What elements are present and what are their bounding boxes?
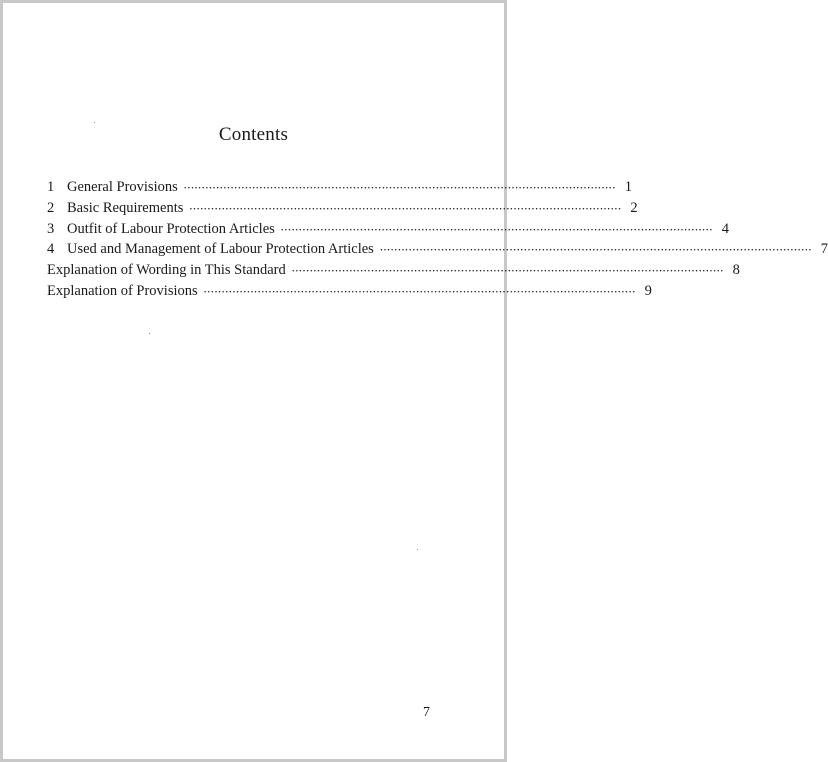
toc-entry-page: 8 <box>732 262 740 279</box>
toc-entry-label: Explanation of Wording in This Standard <box>47 262 286 279</box>
toc-entry-explanation-of-provisions[interactable] <box>47 282 652 304</box>
table-of-contents <box>47 179 828 304</box>
toc-entry-page: 2 <box>630 199 638 216</box>
dot-leader: ························································································································ <box>203 286 636 297</box>
toc-entry-number: 4 <box>47 241 55 258</box>
dot-leader: ························································································································ <box>189 203 622 214</box>
dot-leader: ························································································································ <box>379 245 813 256</box>
toc-entry-number: 2 <box>47 199 55 216</box>
dot-leader: ························································································································ <box>291 266 724 277</box>
dot-leader: ························································································································ <box>280 224 713 235</box>
scan-speck <box>149 333 150 334</box>
toc-entry-general-provisions[interactable] <box>47 179 632 200</box>
scan-speck <box>417 549 418 550</box>
toc-entry-page: 1 <box>624 179 632 195</box>
toc-entry-label: Used and Management of Labour Protection Articles <box>67 241 374 258</box>
dot-leader: ························································································································ <box>183 183 616 193</box>
page-number: 7 <box>423 705 430 720</box>
toc-entry-label: Outfit of Labour Protection Articles <box>67 220 275 237</box>
toc-entry-label: Explanation of Provisions <box>47 282 198 299</box>
toc-entry-page: 9 <box>644 282 652 299</box>
scan-speck <box>94 122 95 123</box>
toc-entry-number: 3 <box>47 220 55 237</box>
toc-entry-label: General Provisions <box>67 179 178 195</box>
toc-entry-used-and-management[interactable] <box>47 241 828 262</box>
contents-title: Contents <box>218 124 289 145</box>
toc-entry-label: Basic Requirements <box>67 199 184 216</box>
toc-entry-page: 4 <box>721 220 729 237</box>
toc-entry-basic-requirements[interactable] <box>47 199 638 221</box>
toc-entry-number: 1 <box>47 179 55 195</box>
toc-entry-explanation-of-wording[interactable] <box>47 262 740 283</box>
toc-entry-outfit[interactable] <box>47 220 729 242</box>
toc-entry-page: 7 <box>820 241 828 258</box>
